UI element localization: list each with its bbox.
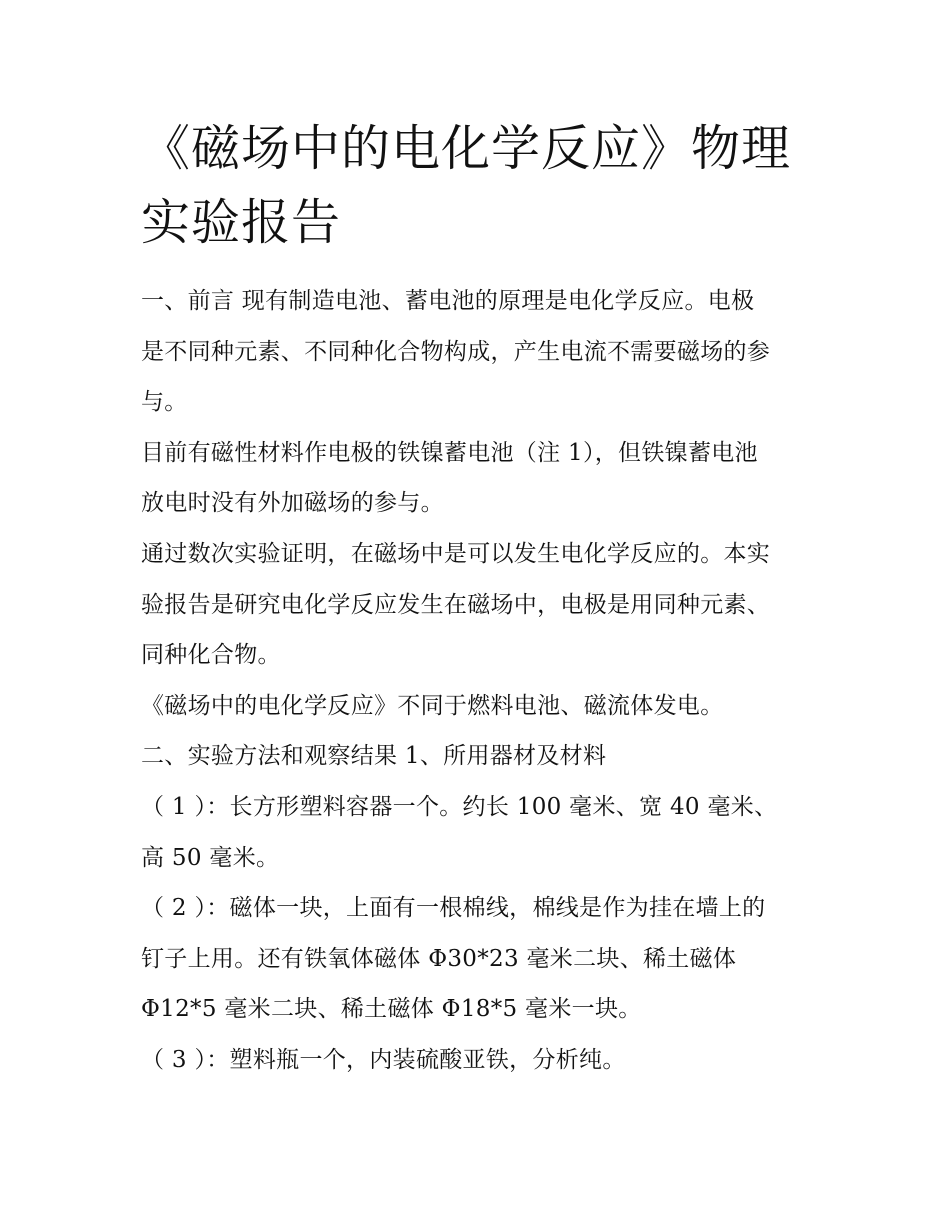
text-line: 通过数次实验证明，在磁场中是可以发生电化学反应的。本实 [141, 540, 771, 567]
text-line: 目前有磁性材料作电极的铁镍蓄电池（注 1），但铁镍蓄电池 [141, 439, 758, 466]
text-line: 《磁场中的电化学反应》不同于燃料电池、磁流体发电。 [141, 692, 724, 719]
text-line: 与。 [141, 389, 188, 416]
paragraph-difference [141, 681, 821, 732]
text-line: 钉子上用。还有铁氧体磁体 Φ30*23 毫米二块、稀土磁体 [141, 945, 737, 972]
text-line: （ 3 ）：塑料瓶一个，内装硫酸亚铁，分析纯。 [141, 1046, 626, 1073]
list-item-1 [141, 782, 821, 883]
list-item-2 [141, 883, 821, 1035]
text-line: （ 1 ）：长方形塑料容器一个。约长 100 毫米、宽 40 毫米、 [141, 793, 778, 820]
text-line: 同种化合物。 [141, 642, 281, 669]
document-page [141, 112, 821, 1086]
text-line: 一、前言 现有制造电池、蓄电池的原理是电化学反应。电极 [141, 288, 755, 314]
paragraph-preface [141, 276, 821, 428]
list-item-3 [141, 1035, 821, 1086]
title-line: 实验报告 [141, 194, 342, 251]
text-line: Φ12*5 毫米二块、稀土磁体 Φ18*5 毫米一块。 [141, 996, 642, 1023]
text-line: 验报告是研究电化学反应发生在磁场中，电极是用同种元素、 [141, 591, 771, 618]
title-line: 《磁场中的电化学反应》物理 [141, 120, 792, 177]
section-heading-methods [141, 731, 821, 782]
text-line: 是不同种元素、不同种化合物构成，产生电流不需要磁场的参 [141, 338, 771, 365]
text-line: 放电时没有外加磁场的参与。 [141, 490, 444, 517]
text-line: 二、实验方法和观察结果 1、所用器材及材料 [141, 743, 607, 770]
text-line: （ 2 ）：磁体一块，上面有一根棉线，棉线是作为挂在墙上的 [141, 895, 766, 922]
document-title [141, 112, 821, 260]
paragraph-experiment-proof [141, 529, 821, 681]
paragraph-iron-nickel-battery [141, 428, 821, 529]
text-line: 高 50 毫米。 [141, 844, 280, 871]
